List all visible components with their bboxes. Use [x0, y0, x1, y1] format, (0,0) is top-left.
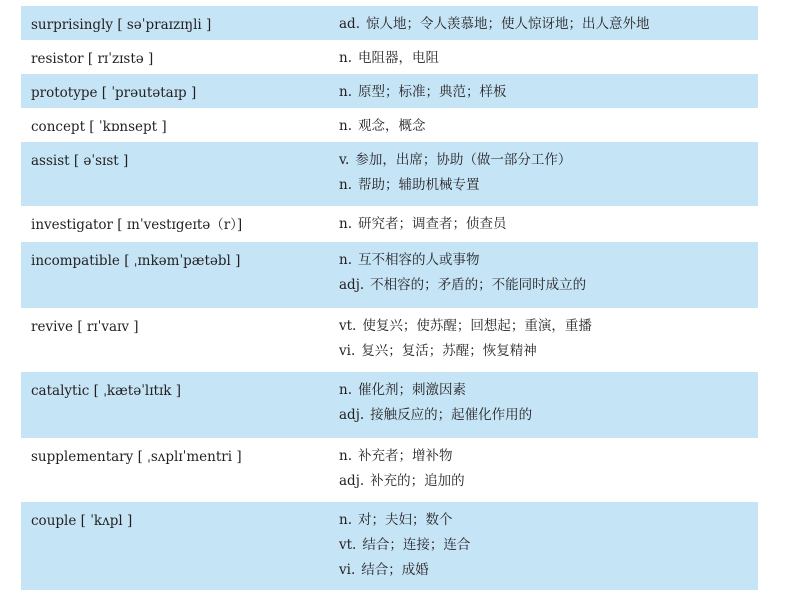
definition-cell: [331, 372, 758, 438]
definition-cell: [331, 502, 758, 590]
word-entry: [31, 438, 331, 467]
definition-text: 参加，出席；协助（做一部分工作）: [355, 152, 572, 168]
headword: concept: [31, 119, 85, 135]
definition-text: 不相容的；矛盾的；不能同时成立的: [370, 277, 587, 293]
vocab-row: [21, 206, 758, 242]
phonetic-transcription: [ rɪˈvaɪv ]: [77, 319, 139, 335]
definition-text: 使复兴；使苏醒；回想起；重演，重播: [362, 318, 592, 334]
phonetic-transcription: [ ˌsʌplɪˈmentri ]: [137, 449, 242, 465]
word-entry: [31, 108, 331, 137]
definition-cell: [331, 108, 758, 142]
definition-line: [339, 380, 758, 405]
definition-text: 对；夫妇；数个: [358, 512, 453, 528]
definition-line: [339, 560, 758, 585]
part-of-speech: adj.: [339, 277, 365, 293]
word-entry: [31, 242, 331, 271]
definition-text: 结合；成婚: [361, 562, 429, 578]
word-cell: [21, 242, 331, 308]
headword: resistor: [31, 51, 84, 67]
word-entry: [31, 6, 331, 35]
word-entry: [31, 372, 331, 401]
definition-text: 复兴；复活；苏醒；恢复精神: [361, 343, 537, 359]
phonetic-transcription: [ ˌɪnkəmˈpætəbl ]: [124, 253, 241, 269]
headword: revive: [31, 319, 74, 335]
definition-line: [339, 275, 758, 300]
definition-text: 催化剂；刺激因素: [358, 382, 466, 398]
vocab-row: [21, 108, 758, 142]
word-cell: [21, 6, 331, 40]
headword: couple: [31, 513, 77, 529]
definition-text: 接触反应的；起催化作用的: [370, 407, 533, 423]
definition-line: [339, 175, 758, 200]
part-of-speech: n.: [339, 512, 352, 528]
definition-text: 补充的；追加的: [370, 473, 465, 489]
definition-text: 帮助；辅助机械专置: [358, 177, 480, 193]
part-of-speech: n.: [339, 216, 352, 232]
part-of-speech: vi.: [339, 562, 356, 578]
definition-cell: [331, 6, 758, 40]
word-entry: [31, 74, 331, 103]
vocab-row: [21, 142, 758, 206]
headword: assist: [31, 153, 70, 169]
vocab-row: [21, 438, 758, 502]
phonetic-transcription: [ ɪnˈvestɪgeɪtə（r）]: [117, 217, 243, 233]
word-cell: [21, 206, 331, 242]
definition-line: [339, 446, 758, 471]
word-entry: [31, 206, 331, 235]
phonetic-transcription: [ səˈpraɪzɪŋli ]: [117, 17, 212, 33]
word-cell: [21, 308, 331, 372]
definition-line: [339, 214, 758, 239]
headword: catalytic: [31, 383, 90, 399]
definition-line: [339, 510, 758, 535]
definition-line: [339, 82, 758, 107]
vocab-row: [21, 372, 758, 438]
definition-text: 观念，概念: [358, 118, 426, 134]
definition-cell: [331, 206, 758, 242]
phonetic-transcription: [ rɪˈzɪstə ]: [87, 51, 154, 67]
vocab-row: [21, 242, 758, 308]
definition-line: [339, 14, 758, 39]
part-of-speech: vi.: [339, 343, 356, 359]
headword: supplementary: [31, 449, 134, 465]
definition-line: [339, 48, 758, 73]
headword: surprisingly: [31, 17, 114, 33]
vocab-row: [21, 502, 758, 590]
part-of-speech: v.: [339, 152, 350, 168]
phonetic-transcription: [ ˈkɒnsept ]: [89, 119, 167, 135]
phonetic-transcription: [ ˌkætəˈlɪtɪk ]: [93, 383, 182, 399]
word-entry: [31, 308, 331, 337]
word-entry: [31, 502, 331, 531]
vocabulary-table: [21, 6, 758, 590]
word-cell: [21, 40, 331, 74]
word-entry: [31, 142, 331, 171]
definition-text: 惊人地；令人羡慕地；使人惊讶地；出人意外地: [365, 16, 650, 32]
definition-cell: [331, 242, 758, 308]
part-of-speech: adj.: [339, 407, 365, 423]
headword: incompatible: [31, 253, 120, 269]
part-of-speech: n.: [339, 252, 352, 268]
part-of-speech: vt.: [339, 537, 357, 553]
part-of-speech: n.: [339, 50, 352, 66]
vocabulary-table-body: [21, 6, 758, 590]
word-cell: [21, 372, 331, 438]
definition-cell: [331, 142, 758, 206]
definition-line: [339, 250, 758, 275]
definition-cell: [331, 74, 758, 108]
phonetic-transcription: [ əˈsɪst ]: [73, 153, 129, 169]
word-cell: [21, 438, 331, 502]
part-of-speech: n.: [339, 448, 352, 464]
definition-cell: [331, 40, 758, 74]
headword: investigator: [31, 217, 113, 233]
definition-line: [339, 535, 758, 560]
definition-text: 电阻器，电阻: [358, 50, 439, 66]
part-of-speech: n.: [339, 177, 352, 193]
phonetic-transcription: [ ˈprəutətaɪp ]: [101, 85, 197, 101]
definition-text: 补充者；增补物: [358, 448, 453, 464]
definition-line: [339, 150, 758, 175]
word-cell: [21, 108, 331, 142]
definition-text: 结合；连接；连合: [362, 537, 471, 553]
definition-text: 互不相容的人或事物: [358, 252, 480, 268]
part-of-speech: n.: [339, 118, 352, 134]
definition-line: [339, 471, 758, 496]
definition-line: [339, 116, 758, 141]
vocab-row: [21, 40, 758, 74]
definition-text: 研究者；调查者；侦查员: [358, 216, 507, 232]
part-of-speech: ad.: [339, 16, 360, 32]
part-of-speech: adj.: [339, 473, 365, 489]
definition-line: [339, 405, 758, 430]
word-cell: [21, 74, 331, 108]
vocab-row: [21, 308, 758, 372]
headword: prototype: [31, 85, 98, 101]
part-of-speech: n.: [339, 382, 352, 398]
definition-text: 原型；标准；典范；样板: [358, 84, 507, 100]
word-cell: [21, 142, 331, 206]
word-cell: [21, 502, 331, 590]
part-of-speech: vt.: [339, 318, 357, 334]
word-entry: [31, 40, 331, 69]
phonetic-transcription: [ ˈkʌpl ]: [80, 513, 133, 529]
definition-line: [339, 341, 758, 366]
definition-cell: [331, 308, 758, 372]
vocab-row: [21, 6, 758, 40]
definition-cell: [331, 438, 758, 502]
definition-line: [339, 316, 758, 341]
part-of-speech: n.: [339, 84, 352, 100]
vocab-row: [21, 74, 758, 108]
